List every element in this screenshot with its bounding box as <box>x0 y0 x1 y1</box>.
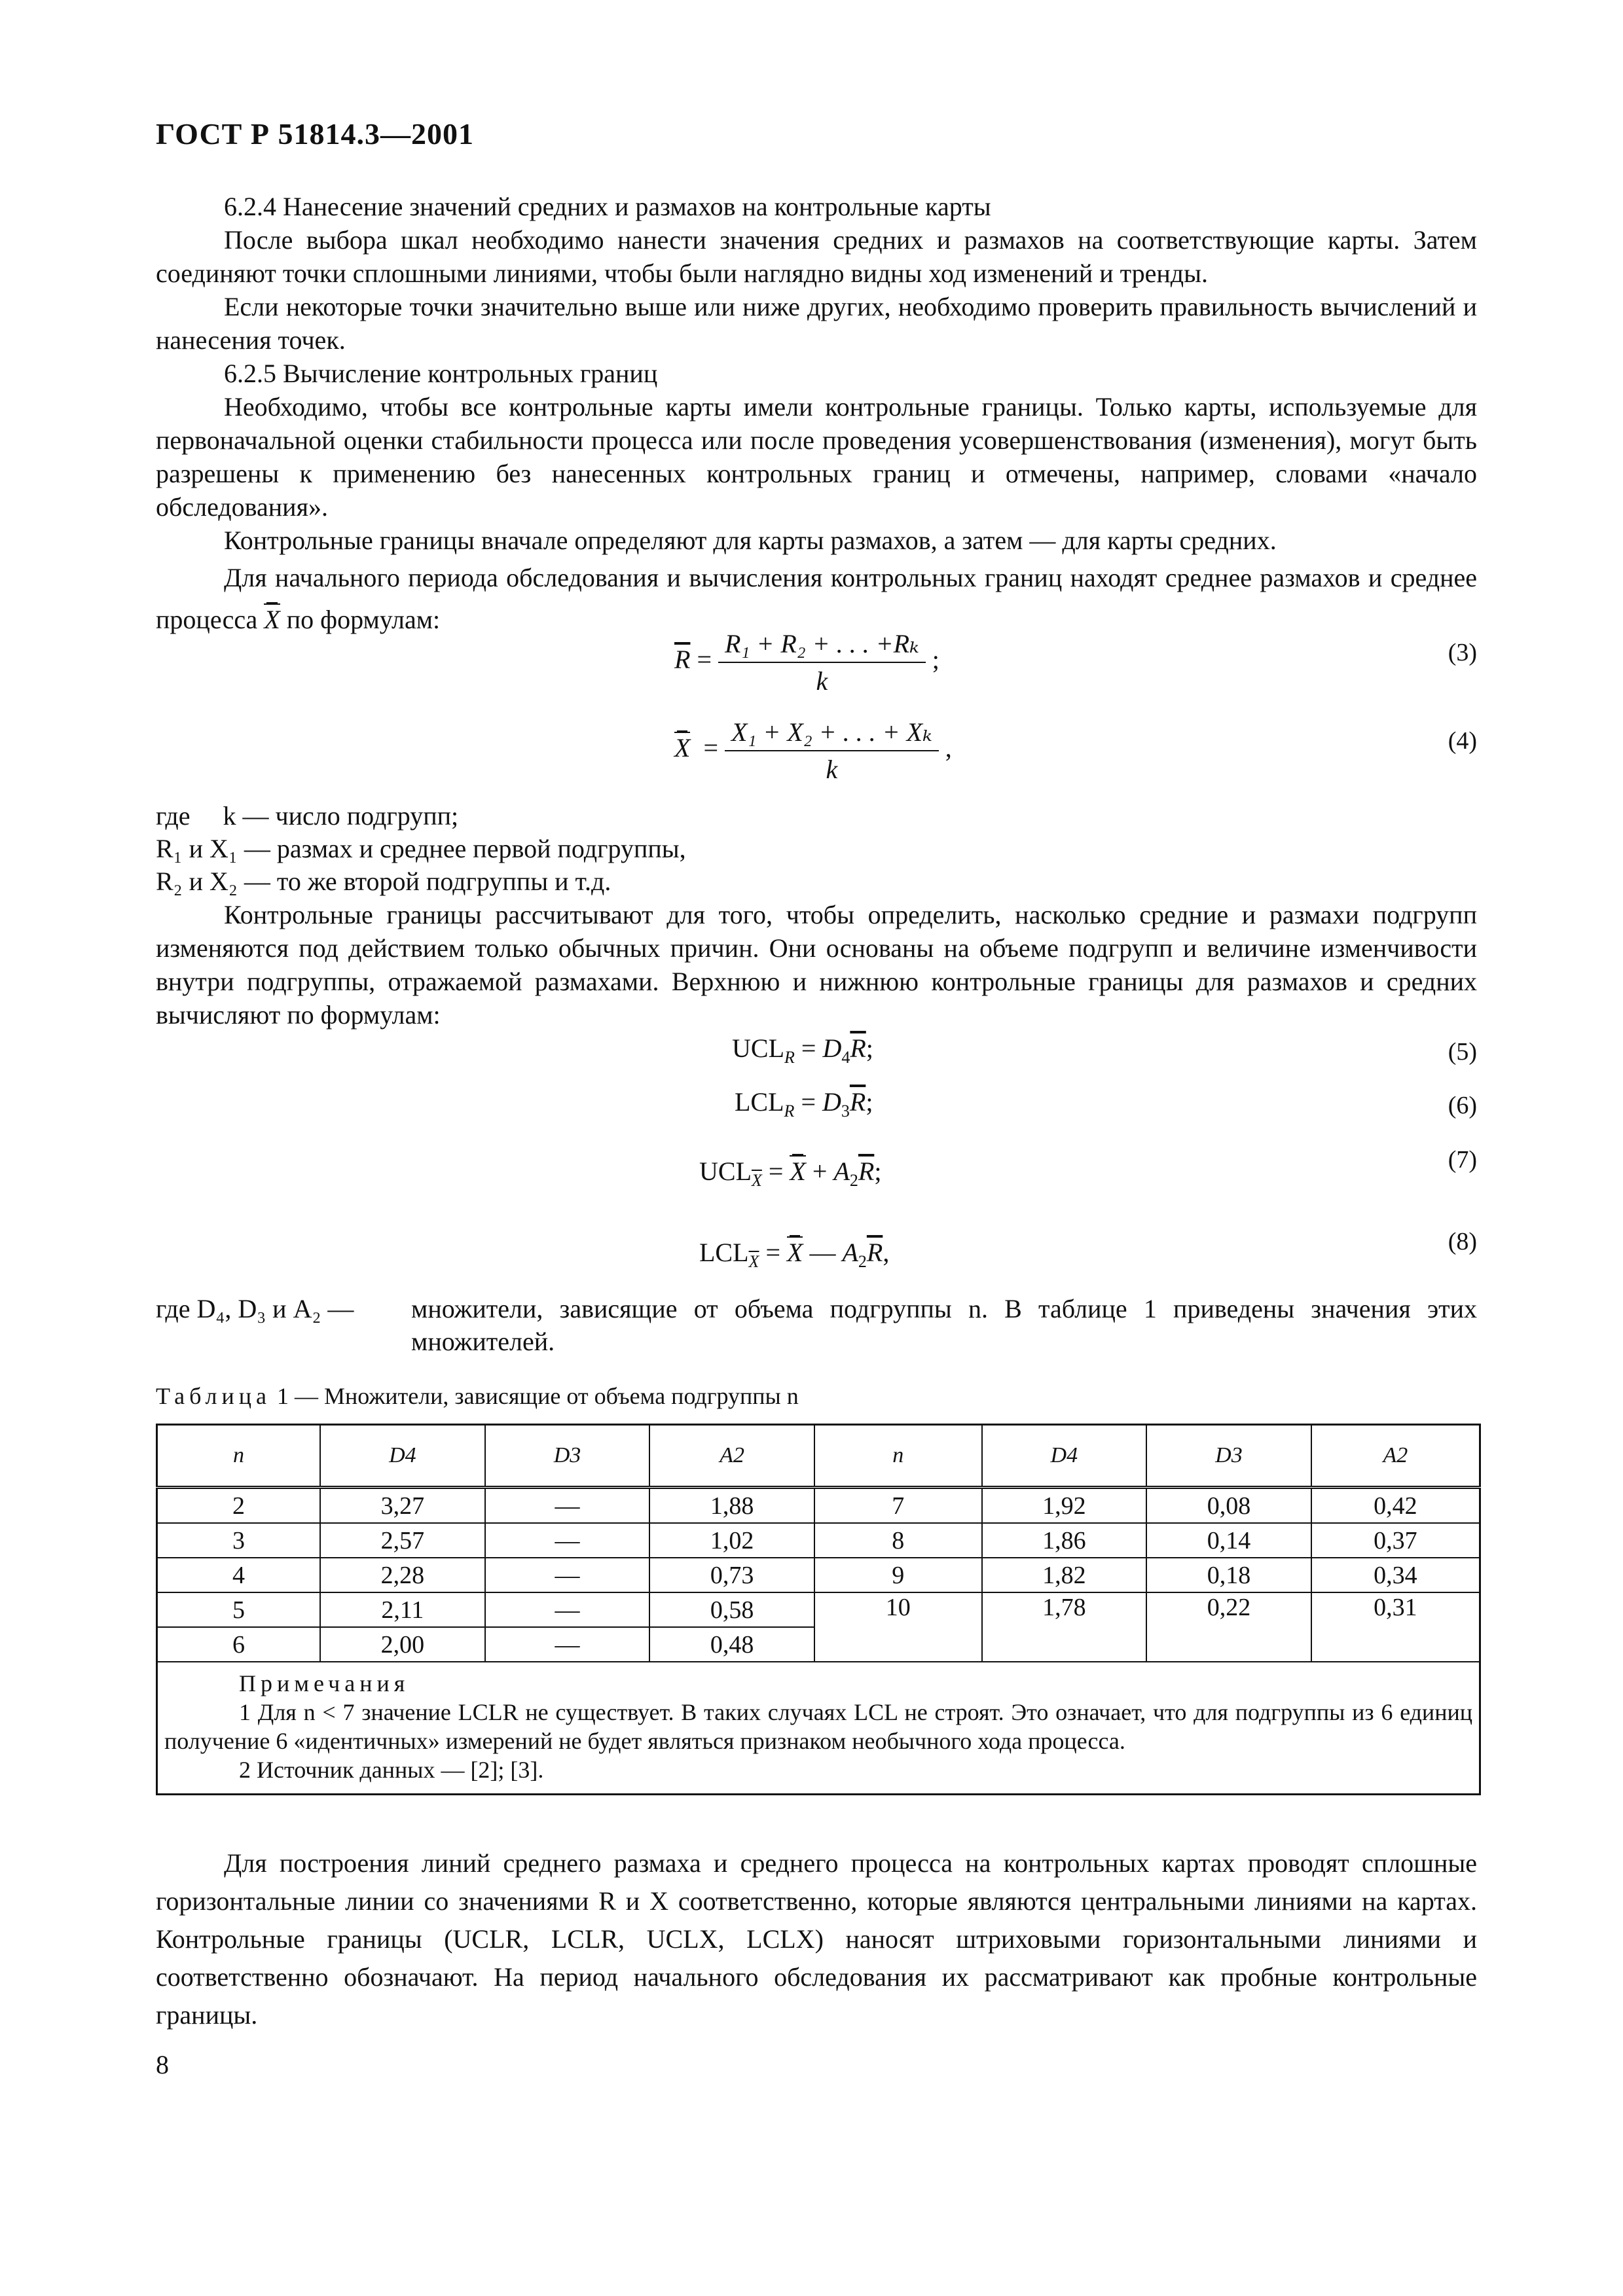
table-cell: 7 <box>814 1488 982 1524</box>
table-row <box>157 1558 1480 1592</box>
note-1: 1 Для n < 7 значение LCLR не существует. В таких случаях LCL не строят. Это означает, что для подгруппы из 6 единиц получение 6 «идентичных» измерений не будет являться признаком необычного хода процесса. <box>164 1699 1472 1754</box>
table-cell: — <box>485 1592 650 1627</box>
formula-3-denominator: k <box>816 666 828 696</box>
section-6-2-5-title: 6.2.5 Вычисление контрольных границ <box>224 359 658 388</box>
section-6-2-5-paragraph-1: Необходимо, чтобы все контрольные карты имели контрольные границы. Только карты, используемые для первоначальной оценки стабильности процесса или после проведения усовершенствования (изменения), могут быть разрешены к применению без нанесенных контрольных границ и отмечены, например, словами «начало обследования». <box>156 392 1477 522</box>
table-cell: 0,22 <box>1146 1592 1311 1662</box>
section-6-2-5-paragraph-2: Контрольные границы вначале определяют для карты размахов, а затем — для карты средних. <box>224 526 1277 555</box>
note-2: 2 Источник данных — [2]; [3]. <box>239 1757 544 1783</box>
table-notes <box>157 1662 1480 1795</box>
header-cell: n <box>157 1425 321 1488</box>
formula-4-number: (4) <box>1448 727 1477 755</box>
table-cell: 2,57 <box>320 1523 485 1558</box>
table-header-row <box>157 1425 1480 1488</box>
formula-4-denominator: k <box>826 755 838 784</box>
header-cell: A2 <box>649 1425 814 1488</box>
table-cell: 2,11 <box>320 1592 485 1627</box>
formula-3: $\overline{R}$ = $\frac{\text{R₁ + R₂ + . . . +Rₖ}}{k}$ ; <box>674 629 939 696</box>
table-cell: 1,82 <box>982 1558 1147 1592</box>
table-cell: — <box>485 1558 650 1592</box>
section-6-2-4-paragraph-1: После выбора шкал необходимо нанести значения средних и размахов на соответствующие карты. Затем соединяют точки сплошными линиями, чтобы были наглядно видны ход изменений и тренды. <box>156 225 1477 288</box>
section-6-2-4-title: 6.2.4 Нанесение значений средних и размахов на контрольные карты <box>224 192 991 221</box>
document-header: ГОСТ Р 51814.3—2001 <box>156 117 474 151</box>
table-cell: 0,31 <box>1311 1592 1480 1662</box>
formula-3-numerator: R₁ + R₂ + . . . +Rₖ <box>718 628 926 663</box>
table-cell: 2 <box>157 1488 321 1524</box>
formula-6: $LCL_R = D_3\overline{R}$; <box>735 1087 873 1121</box>
where-2-lead: где D₄, D₃ и A₂ — <box>156 1294 354 1323</box>
table-cell: 2,28 <box>320 1558 485 1592</box>
table-cell: 1,02 <box>649 1523 814 1558</box>
table-cell: 0,42 <box>1311 1488 1480 1524</box>
table-cell: 1,92 <box>982 1488 1147 1524</box>
where-block <box>156 800 686 898</box>
table-row <box>157 1523 1480 1558</box>
notes-title: Примечания <box>239 1670 410 1696</box>
page-number: 8 <box>156 2050 169 2079</box>
header-cell: D3 <box>485 1425 650 1488</box>
formula-7-number: (7) <box>1448 1146 1477 1174</box>
table-cell: 0,34 <box>1311 1558 1480 1592</box>
table-cell: 1,88 <box>649 1488 814 1524</box>
paragraph-control-limits: Контрольные границы рассчитывают для того, чтобы определить, насколько средние и размахи подгрупп изменяются под действием только обычных причин. Они основаны на объеме подгрупп и величине изменчивости внутри подгруппы, отражаемой размахами. Верхнюю и нижнюю контрольные границы для размахов и средних вычисляют по формулам: <box>156 900 1477 1030</box>
table-cell: 0,73 <box>649 1558 814 1592</box>
formula-3-fraction <box>718 628 926 696</box>
table-cell: 0,58 <box>649 1592 814 1627</box>
table-cell: 0,08 <box>1146 1488 1311 1524</box>
header-cell: D4 <box>982 1425 1147 1488</box>
table-cell: 6 <box>157 1627 321 1662</box>
formula-4-tail: , <box>945 733 952 763</box>
table-cell: 3 <box>157 1523 321 1558</box>
table-cell: 2,00 <box>320 1627 485 1662</box>
paragraph-text: Для начального периода обследования и вычисления контрольных границ находят среднее размахов и среднее процесса <box>156 563 1477 634</box>
where-block-2 <box>156 1293 1477 1358</box>
formula-3-lhs: $\overline{R}$ <box>674 645 691 675</box>
header-cell: A2 <box>1311 1425 1480 1488</box>
section-6-2-5-paragraph-3: Для начального периода обследования и вычисления контрольных границ находят среднее размахов и среднее процесса X по формулам: <box>156 563 1477 634</box>
header-cell: D4 <box>320 1425 485 1488</box>
table-notes-row <box>157 1662 1480 1795</box>
header-cell: n <box>814 1425 982 1488</box>
table-cell: 1,78 <box>982 1592 1147 1662</box>
table-cell: 0,37 <box>1311 1523 1480 1558</box>
table-cell: 5 <box>157 1592 321 1627</box>
table-caption-rest: 1 — Множители, зависящие от объема подгруппы n <box>276 1383 799 1409</box>
table-cell: 4 <box>157 1558 321 1592</box>
formula-5-number: (5) <box>1448 1038 1477 1066</box>
table-cell: 0,48 <box>649 1627 814 1662</box>
formula-6-number: (6) <box>1448 1092 1477 1119</box>
table-cell: — <box>485 1627 650 1662</box>
where-line-2: R₁ и X₁ — размах и среднее первой подгруппы, <box>156 834 686 863</box>
table-cell: 10 <box>814 1592 982 1662</box>
table-caption-word: Таблица <box>156 1383 271 1409</box>
section-6-2-4-paragraph-2: Если некоторые точки значительно выше или ниже других, необходимо проверить правильность вычислений и нанесения точек. <box>156 292 1477 355</box>
table-cell: 0,14 <box>1146 1523 1311 1558</box>
paragraph-text-tail: по формулам: <box>286 605 441 634</box>
header-cell: D3 <box>1146 1425 1311 1488</box>
multipliers-table <box>156 1424 1481 1795</box>
table-cell: 9 <box>814 1558 982 1592</box>
formula-5: $UCL_R = D_4\overline{R}$; <box>732 1033 873 1067</box>
formula-8: $LCL_{\overline{X}} = X$ — $A_2\overline{R}$, <box>699 1238 890 1271</box>
formula-7: $UCL_{\overline{X}} = X + A_2\overline{R}$; <box>699 1157 882 1190</box>
formula-4-numerator: X₁ + X₂ + . . . + Xₖ <box>725 717 939 751</box>
table-cell: — <box>485 1523 650 1558</box>
where-line-3: R₂ и X₂ — то же второй подгруппы и т.д. <box>156 867 611 896</box>
table-caption <box>156 1382 799 1410</box>
table-cell: 8 <box>814 1523 982 1558</box>
formula-4-lhs: X <box>674 733 691 763</box>
where-line-1: где k — число подгрупп; <box>156 801 459 831</box>
formula-4-fraction <box>725 717 939 785</box>
formula-3-number: (3) <box>1448 639 1477 666</box>
table-row <box>157 1592 1480 1627</box>
table-row <box>157 1488 1480 1524</box>
document-body <box>156 190 1477 641</box>
table-cell: 3,27 <box>320 1488 485 1524</box>
table-cell: 1,86 <box>982 1523 1147 1558</box>
where-2-text: множители, зависящие от объема подгруппы n. В таблице 1 приведены значения этих множителей. <box>411 1294 1477 1356</box>
formula-8-number: (8) <box>1448 1228 1477 1255</box>
table-cell: 0,18 <box>1146 1558 1311 1592</box>
formula-4: X = $\frac{\text{X₁ + X₂ + . . . + Xₖ}}{k}$ , <box>674 717 952 784</box>
table-cell: — <box>485 1488 650 1524</box>
formula-3-tail: ; <box>932 645 939 675</box>
final-paragraph: Для построения линий среднего размаха и среднего процесса на контрольных картах проводят сплошные горизонтальные линии со значениями R и X соответственно, которые являются центральными линиями на картах. Контрольные границы (UCLR, LCLR, UCLX, LCLX) наносят штриховыми горизонтальными линиями и соответственно обозначают. На период начального обследования их рассматривают как пробные контрольные границы. <box>156 1848 1477 2030</box>
